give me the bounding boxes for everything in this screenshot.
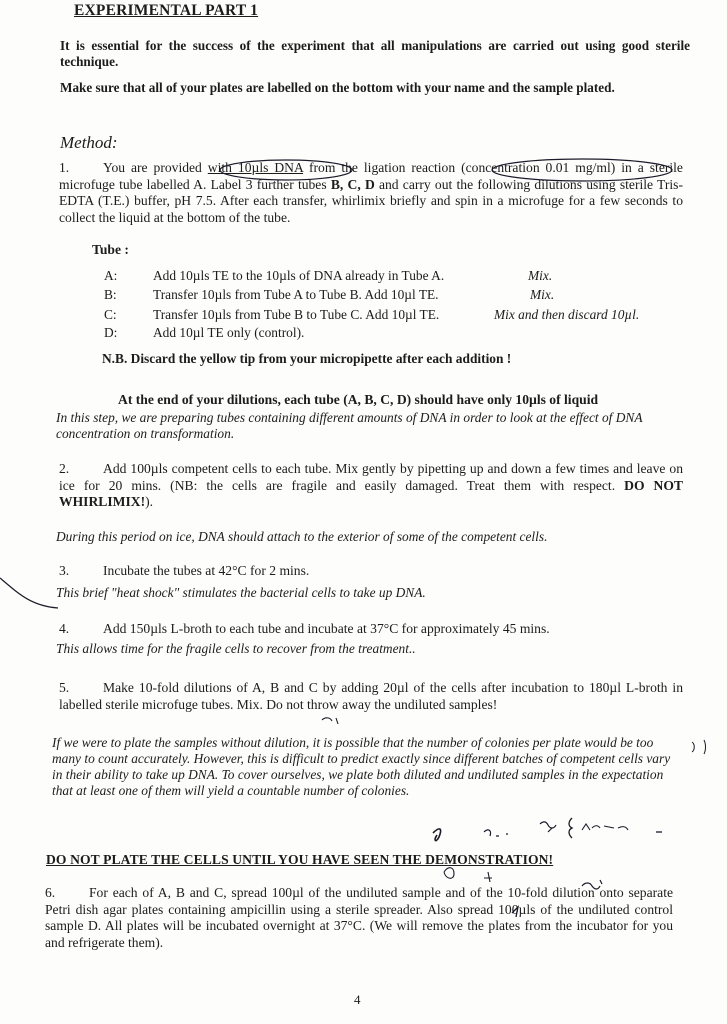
method-title: Method: [60, 133, 118, 152]
step-5-number: 5. [59, 680, 70, 695]
pen-scribble-4 [582, 824, 628, 830]
pen-bracket-mark [0, 578, 58, 608]
step-3-text: 3. Incubate the tubes at 42°C for 2 mins. [59, 563, 310, 578]
step-6-number: 6. [45, 885, 56, 900]
circled-annotation-concentration: (concentration 0.01 mg/ml) [461, 160, 616, 175]
page-heading: EXPERIMENTAL PART 1 [74, 2, 259, 19]
step-6-text: 6. For each of A, B and C, spread 100µl of the undiluted sample and of the 10-fold dilution onto separate Petri dish agar plates containing ampicillin using a sterile spreader. Also spread 100µls of the undiluted control sample D. All plates will be incubated overnight at 37°C. (We will remove the plates from the incubator for you and refrigerate them). [45, 885, 673, 950]
pen-scribble-1 [433, 829, 441, 841]
step-4-number: 4. [59, 621, 70, 636]
step-1-number: 1. [59, 160, 70, 175]
step-2-explanation: During this period on ice, DNA should attach to the exterior of some of the competent cells. [56, 529, 548, 544]
step-3-number: 3. [59, 563, 70, 578]
pen-scribble-5 [322, 718, 338, 724]
step-3-explanation: This brief "heat shock" stimulates the bacterial cells to take up DNA. [56, 585, 426, 600]
step-4-explanation: This allows time for the fragile cells to recover from the treatment.. [56, 641, 416, 656]
tube-row-b: B: Transfer 10µls from Tube A to Tube B. Add 10µl TE. Mix. [104, 287, 555, 302]
step-5-explanation: If we were to plate the samples without dilution, it is possible that the number of colonies per plate would be too many to count accurately. However, this is difficult to predict exactly since different batches of competent cells vary in their ability to take up DNA. To cover ourselves, we plate both diluted and undiluted samples in the expectation that at least one of them will yield a countable number of colonies. [52, 735, 671, 798]
demonstration-warning: DO NOT PLATE THE CELLS UNTIL YOU HAVE SEEN THE DEMONSTRATION! [46, 852, 554, 867]
step-2-text: 2. Add 100µls competent cells to each tube. Mix gently by pipetting up and down a few times and leave on ice for 20 mins. (NB: the cells are fragile and easily damaged. Treat them with respect. DO NOT WHIRLIMIX!). [59, 461, 683, 509]
nb-note: N.B. Discard the yellow tip from your micropipette after each addition ! [102, 351, 512, 366]
dilution-end-note: At the end of your dilutions, each tube (A, B, C, D) should have only 10µls of liquid [118, 392, 599, 407]
tube-row-d: D: Add 10µl TE only (control). [104, 325, 305, 340]
tube-row-a: A: Add 10µls TE to the 10µls of DNA already in Tube A. Mix. [104, 268, 553, 283]
circled-annotation-volume: with 10µls DNA [207, 160, 304, 175]
pen-scribble-7 [484, 872, 492, 882]
pen-scribble-3 [540, 822, 556, 832]
step-1-text: 1. You are provided with 10µls DNA from the ligation reaction (concentration 0.01 mg/ml) in a sterile microfuge tube labelled A. Label 3 further tubes B, C, D and carry out the following dilutions using sterile Tris-EDTA (T.E.) buffer, pH 7.5. After each transfer, whirlimix briefly and spin in a microfuge for a few seconds to collect the liquid at the bottom of the tube. [59, 160, 683, 225]
tube-label: Tube : [92, 242, 129, 257]
pen-scribble-2 [484, 830, 508, 836]
intro-paragraph-1: It is essential for the success of the experiment that all manipulations are carried out using good sterile technique. [60, 38, 690, 69]
page-number: 4 [354, 992, 361, 1007]
step-4-text: 4. Add 150µls L-broth to each tube and incubate at 37°C for approximately 45 mins. [59, 621, 550, 636]
step-1-explanation: In this step, we are preparing tubes containing different amounts of DNA in order to look at the effect of DNA concentration on transformation. [56, 410, 643, 441]
pen-scribble-6 [444, 868, 454, 879]
intro-paragraph-2: Make sure that all of your plates are labelled on the bottom with your name and the sample plated. [60, 80, 615, 95]
tube-row-c: C: Transfer 10µls from Tube B to Tube C. Add 10µl TE. Mix and then discard 10µl. [104, 307, 640, 322]
pen-margin-mark [692, 740, 706, 754]
step-2-number: 2. [59, 461, 70, 476]
step-5-text: 5. Make 10-fold dilutions of A, B and C by adding 20µl of the cells after incubation to 180µl L-broth in labelled sterile microfuge tubes. Mix. Do not throw away the undiluted samples! [59, 680, 683, 712]
pen-brace [569, 818, 572, 838]
